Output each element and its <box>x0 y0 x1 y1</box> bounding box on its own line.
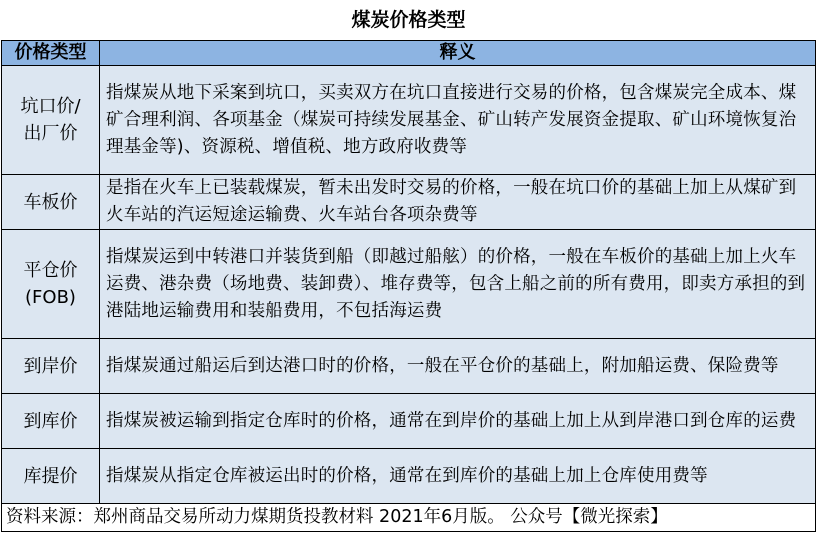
header-row <box>2 41 816 66</box>
table-row <box>2 449 816 504</box>
price-types-table <box>1 40 816 532</box>
definition-cell: 指煤炭运到中转港口并装货到船（即越过船舷）的价格，一般在车板价的基础上加上火车运费、港杂费（场地费、装卸费）、堆存费等，包含上船之前的所有费用，即卖方承担的到港陆地运输费用和装船费用，不包括海运费 <box>100 230 816 339</box>
definition-cell: 指煤炭从地下采案到坑口，买卖双方在坑口直接进行交易的价格，包含煤炭完全成本、煤矿合理利润、各项基金（煤炭可持续发展基金、矿山转产发展资金提取、矿山环境恢复治理基金等)、资源税、增值税、地方政府收费等 <box>100 66 816 175</box>
table-row <box>2 230 816 339</box>
table-row <box>2 394 816 449</box>
table-row <box>2 339 816 394</box>
header-price-type: 价格类型 <box>2 41 100 66</box>
price-type-cell <box>2 230 100 339</box>
price-type-cell <box>2 449 100 504</box>
price-type-cell <box>2 175 100 230</box>
price-type-label: 到岸价 <box>23 355 78 377</box>
price-type-cell <box>2 394 100 449</box>
price-type-label: 到库价 <box>23 410 78 432</box>
definition-cell: 是指在火车上已装载煤炭，暂未出发时交易的价格，一般在坑口价的基础上加上从煤矿到火车站的汽运短途运输费、火车站台各项杂费等 <box>100 175 816 230</box>
price-type-cell <box>2 339 100 394</box>
price-type-label: 车板价 <box>23 191 78 213</box>
price-type-label: 平仓价 (FOB) <box>23 260 78 308</box>
header-definition: 释义 <box>100 41 816 66</box>
definition-cell: 指煤炭从指定仓库被运出时的价格，通常在到库价的基础上加上仓库使用费等 <box>100 449 816 504</box>
price-type-cell <box>2 66 100 175</box>
price-type-label: 坑口价/ 出厂价 <box>20 96 81 144</box>
table-title: 煤炭价格类型 <box>351 9 466 31</box>
definition-cell: 指煤炭通过船运后到达港口时的价格，一般在平仓价的基础上，附加船运费、保险费等 <box>100 339 816 394</box>
source-row <box>2 504 816 532</box>
source-note: 资料来源：郑州商品交易所动力煤期货投教材料 2021年6月版。 公众号【微光探索】 <box>2 504 816 532</box>
definition-cell: 指煤炭被运输到指定仓库时的价格，通常在到岸价的基础上加上从到岸港口到仓库的运费 <box>100 394 816 449</box>
table-row <box>2 175 816 230</box>
price-type-label: 库提价 <box>23 465 78 487</box>
table-row <box>2 66 816 175</box>
